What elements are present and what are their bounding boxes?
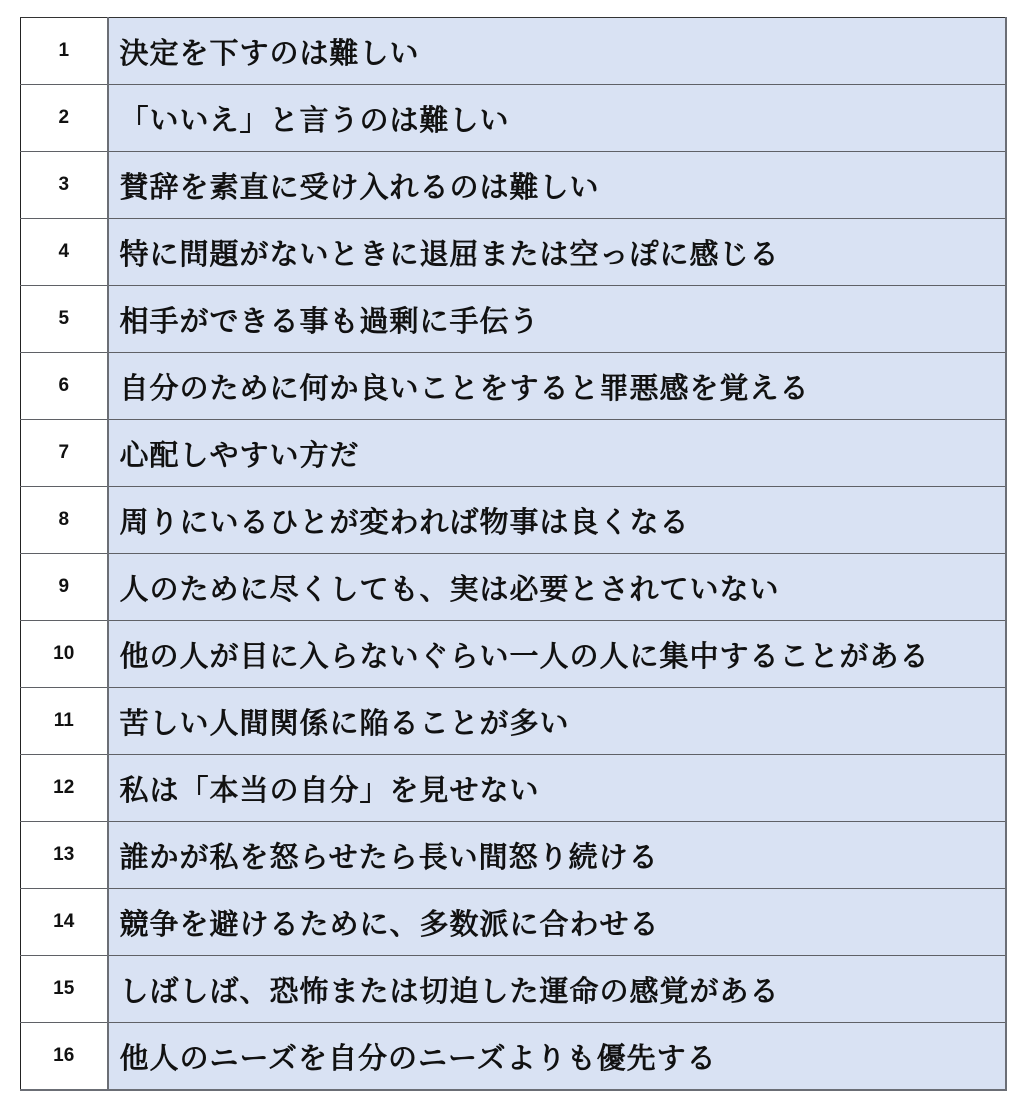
checklist-table xyxy=(20,17,1007,1091)
table-row xyxy=(21,956,1006,1023)
table-row xyxy=(21,889,1006,956)
row-statement: 賛辞を素直に受け入れるのは難しい xyxy=(108,152,1006,219)
row-statement: しばしば、恐怖または切迫した運命の感覚がある xyxy=(108,956,1006,1023)
row-number: 2 xyxy=(21,85,108,152)
row-number: 3 xyxy=(21,152,108,219)
table-row xyxy=(21,554,1006,621)
row-statement: 他の人が目に入らないぐらい一人の人に集中することがある xyxy=(108,621,1006,688)
table-row xyxy=(21,219,1006,286)
row-number: 11 xyxy=(21,688,108,755)
row-number: 8 xyxy=(21,487,108,554)
table-row xyxy=(21,286,1006,353)
row-statement: 心配しやすい方だ xyxy=(108,420,1006,487)
row-number: 4 xyxy=(21,219,108,286)
table-row xyxy=(21,152,1006,219)
row-number: 13 xyxy=(21,822,108,889)
row-statement: 他人のニーズを自分のニーズよりも優先する xyxy=(108,1023,1006,1091)
row-statement: 誰かが私を怒らせたら長い間怒り続ける xyxy=(108,822,1006,889)
checklist-table-container xyxy=(20,17,1005,1091)
row-number: 16 xyxy=(21,1023,108,1091)
row-number: 14 xyxy=(21,889,108,956)
row-number: 15 xyxy=(21,956,108,1023)
row-statement: 競争を避けるために、多数派に合わせる xyxy=(108,889,1006,956)
row-statement: 周りにいるひとが変われば物事は良くなる xyxy=(108,487,1006,554)
table-row xyxy=(21,353,1006,420)
row-statement: 自分のために何か良いことをすると罪悪感を覚える xyxy=(108,353,1006,420)
row-statement: 決定を下すのは難しい xyxy=(108,18,1006,85)
row-statement: 私は「本当の自分」を見せない xyxy=(108,755,1006,822)
row-statement: 人のために尽くしても、実は必要とされていない xyxy=(108,554,1006,621)
row-statement: 特に問題がないときに退屈または空っぽに感じる xyxy=(108,219,1006,286)
row-number: 1 xyxy=(21,18,108,85)
row-statement: 苦しい人間関係に陥ることが多い xyxy=(108,688,1006,755)
table-row xyxy=(21,18,1006,85)
row-number: 7 xyxy=(21,420,108,487)
row-number: 5 xyxy=(21,286,108,353)
table-row xyxy=(21,822,1006,889)
row-statement: 「いいえ」と言うのは難しい xyxy=(108,85,1006,152)
row-number: 10 xyxy=(21,621,108,688)
table-row xyxy=(21,487,1006,554)
table-row xyxy=(21,1023,1006,1091)
row-statement: 相手ができる事も過剰に手伝う xyxy=(108,286,1006,353)
table-row xyxy=(21,755,1006,822)
table-row xyxy=(21,85,1006,152)
row-number: 12 xyxy=(21,755,108,822)
table-row xyxy=(21,688,1006,755)
row-number: 6 xyxy=(21,353,108,420)
table-row xyxy=(21,621,1006,688)
row-number: 9 xyxy=(21,554,108,621)
table-row xyxy=(21,420,1006,487)
